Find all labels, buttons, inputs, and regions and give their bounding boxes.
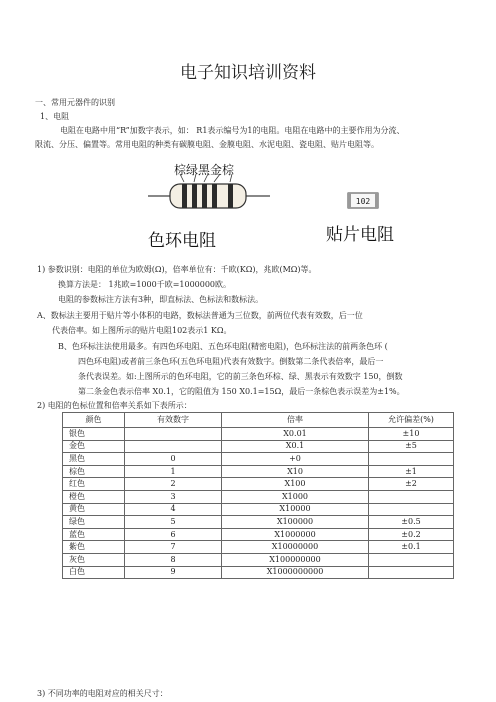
table-cell: 紫色 (63, 541, 125, 554)
table-cell: X1000000 (222, 528, 369, 541)
table-cell: 2 (125, 478, 222, 491)
table-cell: ±0.5 (369, 516, 454, 529)
table-cell (125, 440, 222, 453)
table-cell: 橙色 (63, 490, 125, 503)
table-cell: ±5 (369, 440, 454, 453)
table-cell (369, 503, 454, 516)
table-cell (369, 453, 454, 466)
paragraph-line: 电阻在电路中用“R”加数字表示，如： R1表示编号为1的电阻。电阻在电路中的主要作用为分流、 (60, 126, 405, 135)
table-cell: 3 (125, 490, 222, 503)
table-header: 颜色 (63, 413, 125, 428)
table-cell: X10 (222, 465, 369, 478)
table-cell: ±2 (369, 478, 454, 491)
table-cell: 0 (125, 453, 222, 466)
table-row (63, 453, 454, 466)
table-row (63, 440, 454, 453)
band-colors-label: 棕绿黑金棕 (174, 163, 235, 177)
table-cell: 绿色 (63, 516, 125, 529)
resistor-figure (148, 162, 410, 252)
table-cell: 7 (125, 541, 222, 554)
table-cell: 灰色 (63, 553, 125, 566)
table-cell: 6 (125, 528, 222, 541)
table-cell (369, 566, 454, 579)
table-row (63, 490, 454, 503)
table-cell: X100000 (222, 516, 369, 529)
smd-code: 102 (355, 197, 371, 206)
table-cell: 黄色 (63, 503, 125, 516)
table-cell: 蓝色 (63, 528, 125, 541)
paragraph-line: 3) 不同功率的电阻对应的相关尺寸： (37, 689, 168, 698)
paragraph-line: 代表倍率。如上图所示的贴片电阻102表示1 KΩ。 (52, 326, 232, 335)
table-cell: 8 (125, 553, 222, 566)
table-header: 允许偏差(%) (369, 413, 454, 428)
band-1 (182, 184, 187, 208)
table-cell: 9 (125, 566, 222, 579)
resistor-body (170, 184, 246, 208)
table-cell: ±10 (369, 428, 454, 441)
paragraph-line: 2) 电阻的色标位置和倍率关系如下表所示： (37, 401, 192, 410)
paragraph-line: 限流、分压、偏置等。常用电阻的种类有碳膜电阻、金膜电阻、水泥电阻、瓷电阻、贴片电阻等。 (35, 140, 379, 149)
table-cell: X100000000 (222, 553, 369, 566)
table-cell: ±0.2 (369, 528, 454, 541)
paragraph-line: 换算方法是： 1兆欧=1000千欧=1000000欧。 (58, 280, 232, 289)
page-title: 电子知识培训资料 (180, 63, 316, 83)
table-cell (369, 553, 454, 566)
table-header: 倍率 (222, 413, 369, 428)
table-cell: X10000 (222, 503, 369, 516)
color-ring-resistor-label: 色环电阻 (148, 231, 216, 251)
table-cell: ±0.1 (369, 541, 454, 554)
band-4 (212, 184, 217, 208)
paragraph-line: 条代表误差。如:上图所示的色环电阻，它的前三条色环棕、绿、黑表示有效数字 150，倒数 (78, 372, 403, 381)
table-cell: 1 (125, 465, 222, 478)
resistor-color-table (62, 412, 454, 579)
table-row (63, 566, 454, 579)
smd-resistor-label: 贴片电阻 (326, 225, 394, 245)
band-5 (228, 184, 233, 208)
paragraph-line: B、色环标注法使用最多。有四色环电阻、五色环电阻(精密电阻)，色环标注法的前两条色环 ( (58, 342, 388, 351)
table-row (63, 465, 454, 478)
table-row (63, 541, 454, 554)
resistor-illustration (148, 162, 410, 252)
paragraph-line: A、数标法主要用于贴片等小体积的电路，数标法普通为三位数，前两位代表有效数，后一位 (37, 311, 363, 320)
table-row (63, 428, 454, 441)
table-row (63, 516, 454, 529)
paragraph-line: 第二条金色表示倍率 X0.1，它的阻值为 150 X0.1=15Ω，最后一条棕色表示误差为±1%。 (78, 387, 405, 396)
table-cell: 金色 (63, 440, 125, 453)
section-heading: 一、常用元器件的识别 (35, 98, 115, 107)
table-header-row (63, 413, 454, 428)
table-header: 有效数字 (125, 413, 222, 428)
table-cell: 黑色 (63, 453, 125, 466)
table-cell: 棕色 (63, 465, 125, 478)
table-cell: X0.01 (222, 428, 369, 441)
table-row (63, 478, 454, 491)
table-cell: 银色 (63, 428, 125, 441)
table-row (63, 503, 454, 516)
table-cell: X100 (222, 478, 369, 491)
table-cell: X0.1 (222, 440, 369, 453)
band-2 (192, 184, 197, 208)
subsection-heading: 1、电阻 (40, 112, 70, 121)
table-cell: 4 (125, 503, 222, 516)
table-cell: X1000000000 (222, 566, 369, 579)
table-cell: +0 (222, 453, 369, 466)
table-cell (125, 428, 222, 441)
table-cell (369, 490, 454, 503)
paragraph-line: 电阻的参数标注方法有3种，即直标法、色标法和数标法。 (58, 295, 264, 304)
table-cell: 5 (125, 516, 222, 529)
table-cell: 红色 (63, 478, 125, 491)
paragraph-line: 四色环电阻)或者前三条色环(五色环电阻)代表有效数字。倒数第二条代表倍率，最后一 (78, 357, 384, 366)
table-cell: 白色 (63, 566, 125, 579)
band-3 (202, 184, 207, 208)
table-cell: X10000000 (222, 541, 369, 554)
table-row (63, 528, 454, 541)
table-cell: X1000 (222, 490, 369, 503)
table-row (63, 553, 454, 566)
paragraph-line: 1) 参数识别：电阻的单位为欧姆(Ω)，倍率单位有：千欧(KΩ)，兆欧(MΩ)等。 (37, 265, 317, 274)
table-cell: ±1 (369, 465, 454, 478)
